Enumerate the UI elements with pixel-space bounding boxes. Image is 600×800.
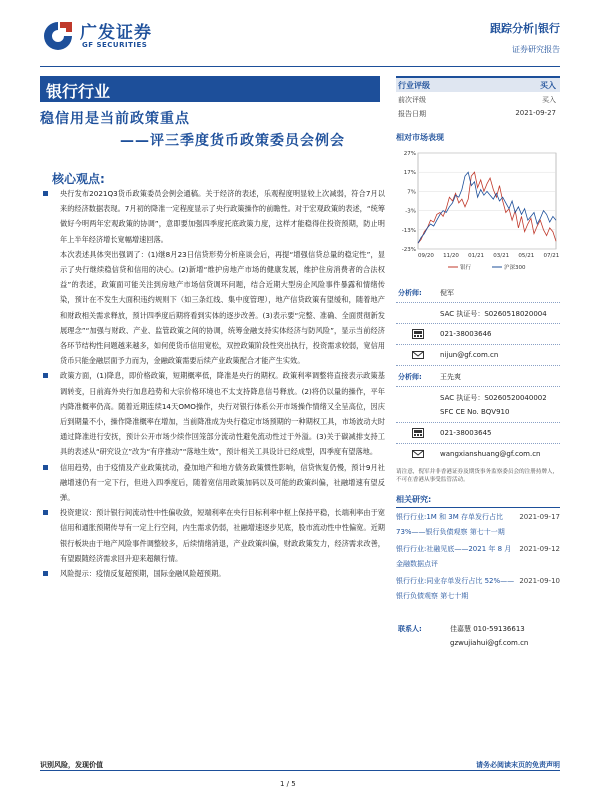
analyst-sac: SAC 执证号：S0260518020004 [440, 310, 547, 318]
main-body [40, 186, 385, 581]
rating-header [396, 76, 560, 92]
contact-name-row [396, 622, 560, 637]
related-research-title[interactable]: 银行行业:1M 和 3M 存单发行占比 73%——银行负债观察 第七十一期 [396, 513, 505, 536]
series-line [418, 172, 556, 243]
legend-label: 沪深300 [504, 265, 526, 271]
divider [396, 344, 560, 345]
report-date-value: 2021-09-27 [515, 109, 556, 117]
report-type-block [490, 20, 560, 55]
contact-name-phone: 佳嘉慧 010-59136613 [450, 625, 525, 633]
industry-name: 银行行业 [46, 82, 111, 101]
x-tick-label: 07/21 [543, 253, 560, 259]
legend-label: 银行 [460, 265, 472, 271]
chart-title: 相对市场表现 [396, 133, 444, 142]
bullet-icon [43, 571, 48, 576]
y-tick-label: -13% [401, 227, 416, 234]
contact-email-row [396, 637, 560, 652]
related-research-heading: 相关研究: [396, 494, 560, 508]
paragraph-text: 风险提示：疫情反复超预期，国际金融风险超预期。 [60, 569, 226, 579]
email-icon [412, 350, 424, 360]
analyst-phone: 021-38003645 [440, 429, 492, 437]
related-research-item[interactable] [396, 574, 560, 604]
paragraph [40, 460, 385, 506]
analyst-2-phone-row [396, 426, 560, 441]
divider [396, 386, 560, 387]
analyst-name: 倪军 [440, 289, 454, 297]
phone-icon [412, 428, 424, 438]
logo-text-en: GF SECURITIES [82, 41, 148, 49]
related-research-item[interactable] [396, 542, 560, 572]
divider [396, 302, 560, 303]
contact-label: 联系人: [398, 625, 422, 633]
report-subtitle: ——评三季度货币政策委员会例会 [120, 133, 345, 149]
footer-disclaimer[interactable]: 请务必阅读末页的免责声明 [476, 761, 560, 769]
report-header [0, 0, 600, 70]
header-divider [40, 66, 560, 67]
paragraph-text: 信用趋势，由于疫情及产业政策扰动，叠加地产和地方债务政策惯性影响，信贷恢复仍慢，预计9月社融增速仍有一定下行，但进入四季度后，随着宽信用政策加码以及可能的政策纠偏，社融增速有望反弹。 [60, 462, 385, 503]
paragraph [40, 505, 385, 566]
series-line [418, 172, 556, 243]
contact-block [396, 622, 560, 652]
previous-rating-row [396, 92, 560, 106]
sidebar [396, 76, 560, 652]
paragraph [40, 368, 385, 459]
company-logo [40, 16, 170, 60]
analyst-2-sac-row [396, 390, 560, 405]
performance-chart-svg [396, 147, 560, 275]
analyst-1-name-row [396, 285, 560, 300]
bullet-icon [43, 191, 48, 196]
phone-icon [412, 329, 424, 339]
analyst-1-sac-row [396, 306, 560, 321]
analyst-email[interactable]: wangxianshuang@gf.com.cn [440, 450, 541, 458]
y-tick-label: -3% [405, 208, 416, 215]
rating-value: 买入 [540, 81, 556, 90]
analyst-1-phone-row [396, 327, 560, 342]
paragraph-text: 政策方面，(1)降息，即价格政策，短期概率低，降准是央行的期权。政策利率调整将直接表示政策基调转变，日前海外央行加息趋势和大宗价格环境也不太支持降息信号释放。(2)将仍以量的操作，平年内降准概率仍高。随着近期连续14天OMO操作，央行对银行体系公开市场操作情绪又全呈高位，因庆后到期量不小，操作降准概率在增加，当前降准成为央行稳定市场预期的一种期权工具，市场波动大时通过降准进行安抚，预计公开市场少续作回笼部分流动性避免流动性过于外溢。(3)关于碳减排支持工具的表述从“研究设立”改为“有序推动”“落地生效”，预计相关工具设计已经成型，四季度有望落地。 [60, 371, 385, 457]
analyst-2-sfc-row [396, 405, 560, 420]
report-date-row [396, 106, 560, 120]
x-tick-label: 11/20 [443, 253, 459, 259]
paragraph-text: 投资建议：预计银行间流动性中性偏收敛，短端利率在央行目标利率中枢上保持平稳，长端利率由于宽信用和通胀预期传导有一定上行空间，内生需求仍弱，社融增速逐步见底，股市流动性中性偏宽。近期银行板块由于地产风险事件调整较多，后续情绪消退，产业政策纠偏，财政政策发力，经济需求改善，有望跟随经济需求回升迎来超额行情。 [60, 508, 385, 563]
analyst-name: 王先爽 [440, 373, 461, 381]
bullet-icon [43, 373, 48, 378]
footer-slogan: 识别风险，发现价值 [40, 761, 103, 769]
x-tick-label: 03/21 [493, 253, 510, 259]
analyst-phone: 021-38003646 [440, 330, 492, 338]
analyst-2-name-row [396, 369, 560, 384]
divider [396, 323, 560, 324]
industry-banner [40, 76, 380, 102]
gf-logo-icon [40, 18, 76, 54]
analyst-block [396, 285, 560, 462]
paragraph-text: 央行发布2021Q3货币政策委员会例会通稿。关于经济的表述，乐观程度明显较上次减弱，符合7月以来的经济数据表现。7月初的降准一定程度显示了央行政策操作的前瞻性。对于宏观政策的表述，“统筹做好今明两年宏观政策的协调”，意即要加强四季度托底政策力度，这样才能稳得住投资预期，防止明年上半年经济增长宽幅增速回落。 [60, 189, 385, 244]
related-research-date: 2021-09-10 [519, 577, 560, 585]
y-tick-label: 27% [403, 151, 416, 157]
analyst-sac: SAC 执证号：S0260520040002 [440, 394, 547, 402]
analyst-label: 分析师: [398, 289, 422, 297]
relative-performance-chart [396, 147, 560, 275]
divider [396, 443, 560, 444]
paragraph [40, 247, 385, 369]
analyst-label: 分析师: [398, 373, 422, 381]
report-type: 跟踪分析|银行 [489, 22, 560, 35]
related-research-date: 2021-09-12 [519, 545, 560, 553]
logo-text-cn: 广发证券 [80, 23, 152, 43]
analyst-2-email-row [396, 447, 560, 462]
related-research-item[interactable] [396, 510, 560, 540]
plot-frame [418, 153, 556, 249]
analyst-sfc: SFC CE No. BQV910 [440, 408, 510, 416]
rating-label: 行业评级 [398, 81, 430, 90]
x-tick-label: 01/21 [468, 253, 485, 259]
email-icon [412, 449, 424, 459]
bullet-icon [43, 465, 48, 470]
y-tick-label: -23% [401, 247, 416, 253]
y-tick-label: 7% [407, 189, 416, 196]
paragraph-text: 本次表述具体突出强调了：(1)继8月23日信贷形势分析座谈会后，再提“增强信贷总量的稳定性”，显示了央行继续稳信贷和信用的决心。(2)新增“维护房地产市场的健康发展，维护住房消费者的合法权益”的表述，政策面可能关注到房地产市场信贷调环问题，结合近期大型房企风险事件暴露和情绪传染，预计在不发生大面积违约规则下（如三条红线、集中度管理），地产信贷政策有望缓和，随着地产和财政相关需求释放，预计四季度后期将看到实体的逐步改善。(3)表示要“完整、准确、全面贯彻新发展理念”“加强与财政、产业、监管政策之间的协调，统筹金融支持实体经济与防风险”，显示当前经济各环节结构性问题越来越多，如何使货币信用宽松，双控政策阶段性突出执行，投资需求较弱，宽信用货币只能金融层面予力而为，金融政策需要后续产业政策配合才能产生实效。 [60, 249, 385, 366]
previous-rating-label: 前次评级 [398, 96, 426, 104]
bullet-icon [43, 510, 48, 515]
divider [396, 365, 560, 366]
report-date-label: 报告日期 [398, 110, 426, 118]
related-research-date: 2021-09-17 [519, 513, 560, 521]
paragraph [40, 566, 385, 581]
analyst-email[interactable]: nijun@gf.com.cn [440, 351, 499, 359]
analyst-1-email-row [396, 348, 560, 363]
previous-rating-value: 买入 [542, 96, 556, 104]
paragraph [40, 186, 385, 247]
y-tick-label: 17% [403, 170, 416, 177]
x-tick-label: 05/21 [518, 253, 535, 259]
related-research-title[interactable]: 银行行业:社融见底——2021 年 8 月金融数据点评 [396, 545, 512, 568]
footer-divider [40, 770, 560, 771]
core-views-heading: 核心观点: [52, 172, 105, 186]
contact-email[interactable]: gzwujiahui@gf.com.cn [450, 639, 529, 647]
licensing-note: 请注意，倪军并非香港证券及期货事务监察委员会的注册持牌人，不可在香港从事受监管活动。 [396, 469, 559, 483]
related-research-title[interactable]: 银行行业:同业存单发行占比 52%——银行负债观察 第七十期 [396, 577, 515, 600]
report-subtype: 证券研究报告 [512, 45, 560, 54]
divider [396, 422, 560, 423]
report-title: 稳信用是当前政策重点 [40, 111, 190, 127]
page-number: 1 / 5 [280, 780, 296, 788]
x-tick-label: 09/20 [418, 253, 434, 259]
